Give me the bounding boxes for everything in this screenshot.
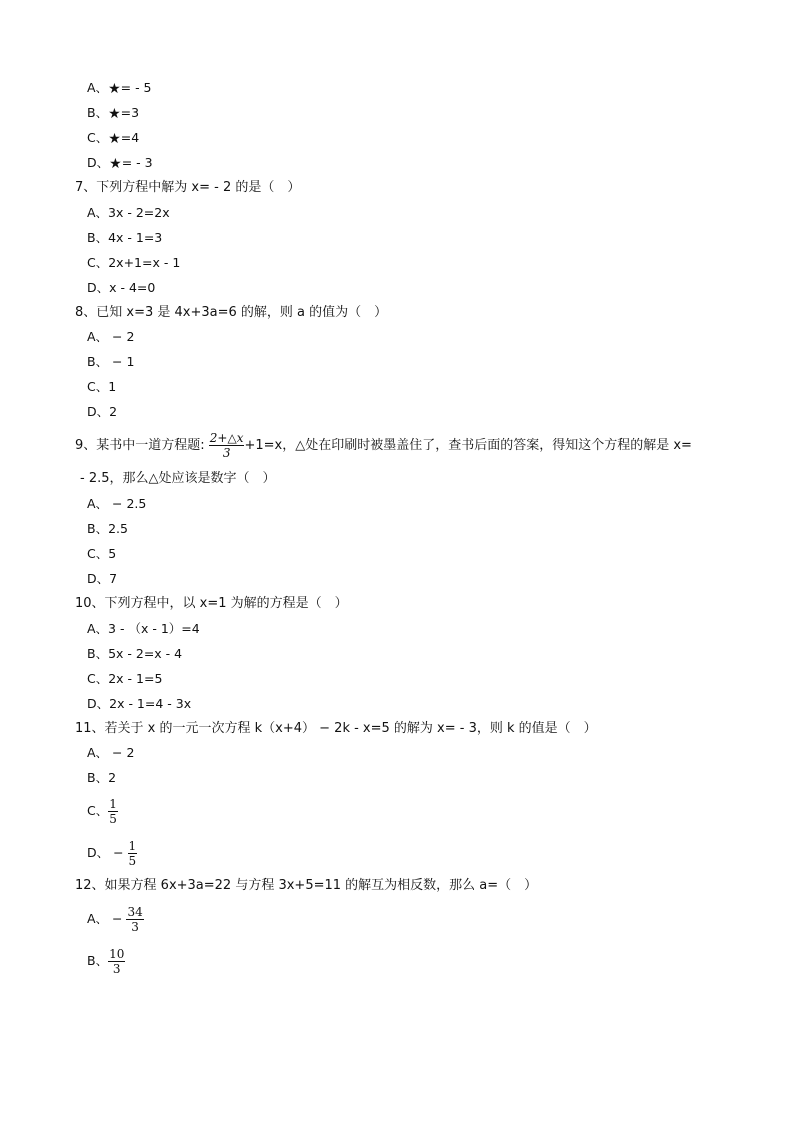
star-icon: ★ [108, 106, 121, 122]
q12-option-a-fraction: $\frac{34}{3}$ [127, 905, 143, 934]
q8-stem: 8、已知 x=3 是 4x+3a=6 的解，则 a 的值为（ ） [75, 305, 388, 320]
q7-option-c: C、2x+1=x - 1 [87, 255, 181, 270]
q11-option-d: D、 − $\frac{1}{5}$ [87, 839, 137, 868]
q11-option-b: B、2 [87, 770, 117, 785]
q11-stem: 11、若关于 x 的一元一次方程 k（x+4） − 2k - x=5 的解为 x= - 3，则 k 的值是（ ） [75, 721, 597, 736]
q9-option-c: C、5 [87, 546, 117, 561]
q6-option-d: D、★= - 3 [87, 155, 153, 172]
q6-option-a: A、★= - 5 [87, 80, 152, 97]
q10-stem: 10、下列方程中，以 x=1 为解的方程是（ ） [75, 596, 348, 611]
q7-stem: 7、下列方程中解为 x= - 2 的是（ ） [75, 180, 301, 195]
q8-option-b: B、 − 1 [87, 354, 135, 369]
q10-option-b: B、5x - 2=x - 4 [87, 646, 183, 661]
star-icon: ★ [109, 156, 122, 172]
star-icon: ★ [108, 81, 121, 97]
q12-stem: 12、如果方程 6x+3a=22 与方程 3x+5=11 的解互为相反数，那么 a=（ ） [75, 878, 538, 893]
q7-option-b: B、4x - 1=3 [87, 230, 163, 245]
q9-option-d: D、7 [87, 571, 118, 586]
q11-option-c: C、 $\frac{1}{5}$ [87, 797, 117, 826]
q10-option-d: D、2x - 1=4 - 3x [87, 696, 192, 711]
q11-option-a: A、 − 2 [87, 745, 135, 760]
q12-option-a: A、 − $\frac{34}{3}$ [87, 905, 143, 934]
q9-option-a: A、 − 2.5 [87, 496, 147, 511]
q6-option-b: B、★=3 [87, 105, 140, 122]
q8-option-c: C、1 [87, 379, 117, 394]
q9-fraction: $\frac{2+\triangle x}{3}$ [209, 431, 244, 460]
q10-option-c: C、2x - 1=5 [87, 671, 163, 686]
q9-stem-line2: - 2.5，那么△处应该是数字（ ） [80, 471, 276, 486]
q8-option-d: D、2 [87, 404, 118, 419]
q9-option-b: B、2.5 [87, 521, 128, 536]
q9-stem: 9、某书中一道方程题: $\frac{2+\triangle x}{3}$ +1=x，△处在印刷时被墨盖住了，查书后面的答案，得知这个方程的解是 x= [75, 431, 692, 460]
q11-option-d-fraction: $\frac{1}{5}$ [128, 839, 137, 868]
q6-option-c: C、★=4 [87, 130, 140, 147]
star-icon: ★ [108, 131, 121, 147]
q12-option-b: B、 $\frac{10}{3}$ [87, 947, 125, 976]
q10-option-a: A、3 - （x - 1）=4 [87, 621, 200, 636]
q7-option-d: D、x - 4=0 [87, 280, 156, 295]
q11-option-c-fraction: $\frac{1}{5}$ [109, 797, 117, 826]
q12-option-b-fraction: $\frac{10}{3}$ [109, 947, 125, 976]
q8-option-a: A、 − 2 [87, 329, 135, 344]
q7-option-a: A、3x - 2=2x [87, 205, 170, 220]
